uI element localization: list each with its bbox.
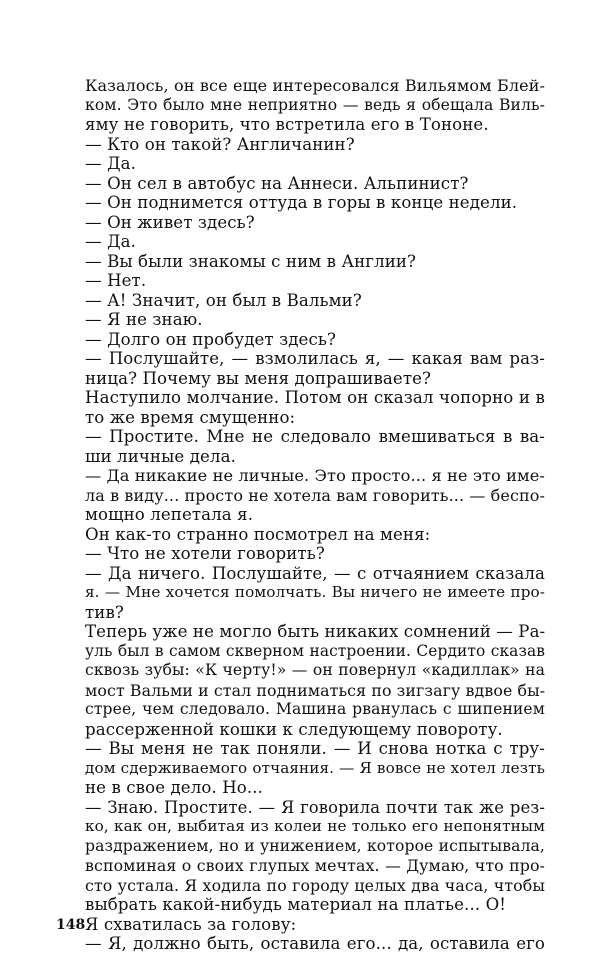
text-line: — Я, должно быть, оставила его... да, оставила его <box>85 934 545 953</box>
text-line: — Он поднимется оттуда в горы в конце недели. <box>85 193 518 212</box>
text-line: дом сдерживаемого отчаяния. — Я вовсе не хотел лезть <box>85 758 545 777</box>
text-line: то же время смущенно: <box>85 407 296 427</box>
text-line: выбрать какой-нибудь материал на платье... О! <box>85 895 507 914</box>
text-line: — Вы меня не так поняли. — И снова нотка с тру- <box>85 739 545 758</box>
text-line: сто устала. Я ходила по городу целых два часа, чтобы <box>85 875 545 895</box>
text-line: яму не говорить, что встретила его в Тононе. <box>85 115 489 134</box>
text-line: стрее, чем следовало. Машина рванулась с шипением <box>85 700 545 718</box>
text-line: — Я не знаю. <box>85 310 203 329</box>
text-line: — Нет. <box>85 271 147 290</box>
text-line: — Кто он такой? Англичанин? <box>85 134 355 154</box>
text-line: — Что не хотели говорить? <box>85 544 325 563</box>
text-line: не в свое дело. Но... <box>85 778 263 797</box>
text-line: уль был в самом скверном настроении. Сердито сказав <box>85 641 545 660</box>
text-line: мощно лепетала я. <box>85 505 254 524</box>
text-line: ница? Почему вы меня допрашиваете? <box>85 368 432 388</box>
text-line: ком. Это было мне неприятно — ведь я обещала Виль- <box>85 95 545 114</box>
page-text <box>85 76 545 954</box>
text-line: Наступило молчание. Потом он сказал чопорно и в <box>85 388 545 407</box>
text-line: тив? <box>85 602 124 622</box>
text-line: Казалось, он все еще интересовался Вильямом Блей- <box>85 76 545 95</box>
text-line: мост Вальми и стал подниматься по зигзагу вдвое бы- <box>85 680 546 700</box>
text-line: — Простите. Мне не следовало вмешиваться в ва- <box>85 427 545 446</box>
text-line: я. — Мне хочется помолчать. Вы ничего не имеете про- <box>85 583 545 601</box>
text-line: ла в виду... просто не хотела вам говорить... — беспо- <box>85 485 546 505</box>
text-line: — Долго он пробудет здесь? <box>85 329 337 349</box>
text-line: сквозь зубы: «К черту!» — он повернул «кадиллак» на <box>85 661 545 679</box>
text-line: Теперь уже не могло быть никаких сомнений — Ра- <box>85 622 546 641</box>
text-line: — Да. <box>85 154 137 173</box>
text-line: раздражением, но и унижением, которое испытывала, <box>85 836 545 855</box>
text-line: — Да никакие не личные. Это просто... я не это име- <box>85 466 545 485</box>
text-line: ко, как он, выбитая из колеи не только его непонятным <box>85 817 545 835</box>
text-line: — Да ничего. Послушайте, — с отчаянием сказала <box>85 563 545 583</box>
text-line: Я схватилась за голову: <box>85 914 297 934</box>
text-line: ши личные дела. <box>85 446 236 466</box>
text-line: — Послушайте, — взмолилась я, — какая вам раз- <box>85 349 545 368</box>
text-line: Он как-то странно посмотрел на меня: <box>85 524 431 544</box>
text-line: — А! Значит, он был в Вальми? <box>85 290 362 310</box>
text-line: — Знаю. Простите. — Я говорила почти так же рез- <box>85 797 545 817</box>
text-line: — Да. <box>85 232 137 251</box>
page-number: 148 <box>56 917 86 933</box>
text-line: — Он живет здесь? <box>85 212 255 232</box>
text-line: — Вы были знакомы с ним в Англии? <box>85 251 417 271</box>
text-line: — Он сел в автобус на Аннеси. Альпинист? <box>85 173 469 193</box>
text-line: вспоминая о своих глупых мечтах. — Думаю, что про- <box>85 856 545 875</box>
text-line: рассерженной кошки к следующему повороту. <box>85 719 503 739</box>
